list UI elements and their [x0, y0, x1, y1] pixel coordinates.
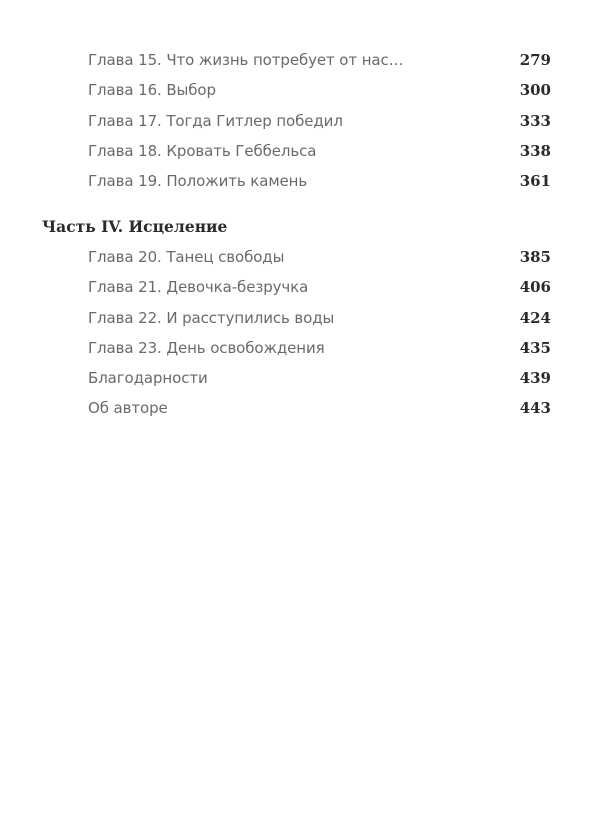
toc-entry: [0, 140, 600, 170]
toc-entry: [0, 79, 600, 109]
toc-entry-page-number: 406: [519, 278, 551, 297]
toc-entry-title: Глава 21. Девочка-безручка: [88, 278, 309, 297]
toc-entry-title: Глава 18. Кровать Геббельса: [88, 141, 317, 160]
toc-entry-title: Глава 16. Выбор: [88, 81, 216, 100]
toc-entry-title: Глава 23. День освобождения: [88, 338, 325, 357]
toc-entry-title: Глава 17. Тогда Гитлер победил: [88, 111, 343, 130]
toc-entry: [0, 337, 600, 367]
toc-entry: [0, 367, 600, 397]
toc-entry: [0, 170, 600, 200]
toc-entry: [0, 246, 600, 276]
toc-entry-title: Глава 20. Танец свободы: [88, 248, 285, 266]
toc-entry-page-number: 435: [519, 338, 551, 357]
toc-entry-page-number: 439: [519, 369, 551, 388]
toc-entry-page-number: 361: [519, 172, 551, 191]
toc-entry-title: Глава 19. Положить камень: [88, 172, 308, 191]
toc-entry-title: Благодарности: [88, 369, 208, 388]
toc-entry-page-number: 385: [519, 248, 551, 266]
toc-entry-title: Глава 15. Что жизнь потребует от нас…: [88, 51, 404, 69]
toc-entry-page-number: 300: [519, 81, 551, 100]
toc-entry: [0, 110, 600, 140]
toc-entry: [0, 49, 600, 79]
toc-entry-title: Об авторе: [88, 399, 168, 418]
part-heading: Часть IV. Исцеление: [42, 217, 228, 236]
toc-entry: [0, 307, 600, 337]
toc-entry: [0, 397, 600, 427]
toc-entry-page-number: 443: [519, 399, 551, 418]
toc-entry-page-number: 333: [519, 111, 551, 130]
toc-entry: [0, 276, 600, 306]
toc-entry-title: Глава 22. И расступились воды: [88, 308, 335, 327]
toc-entry-page-number: 338: [519, 141, 551, 160]
toc-entry-page-number: 424: [519, 308, 551, 327]
toc-continued-section: [0, 49, 600, 200]
toc-entry-page-number: 279: [519, 51, 551, 69]
toc-part-section: [0, 216, 600, 428]
